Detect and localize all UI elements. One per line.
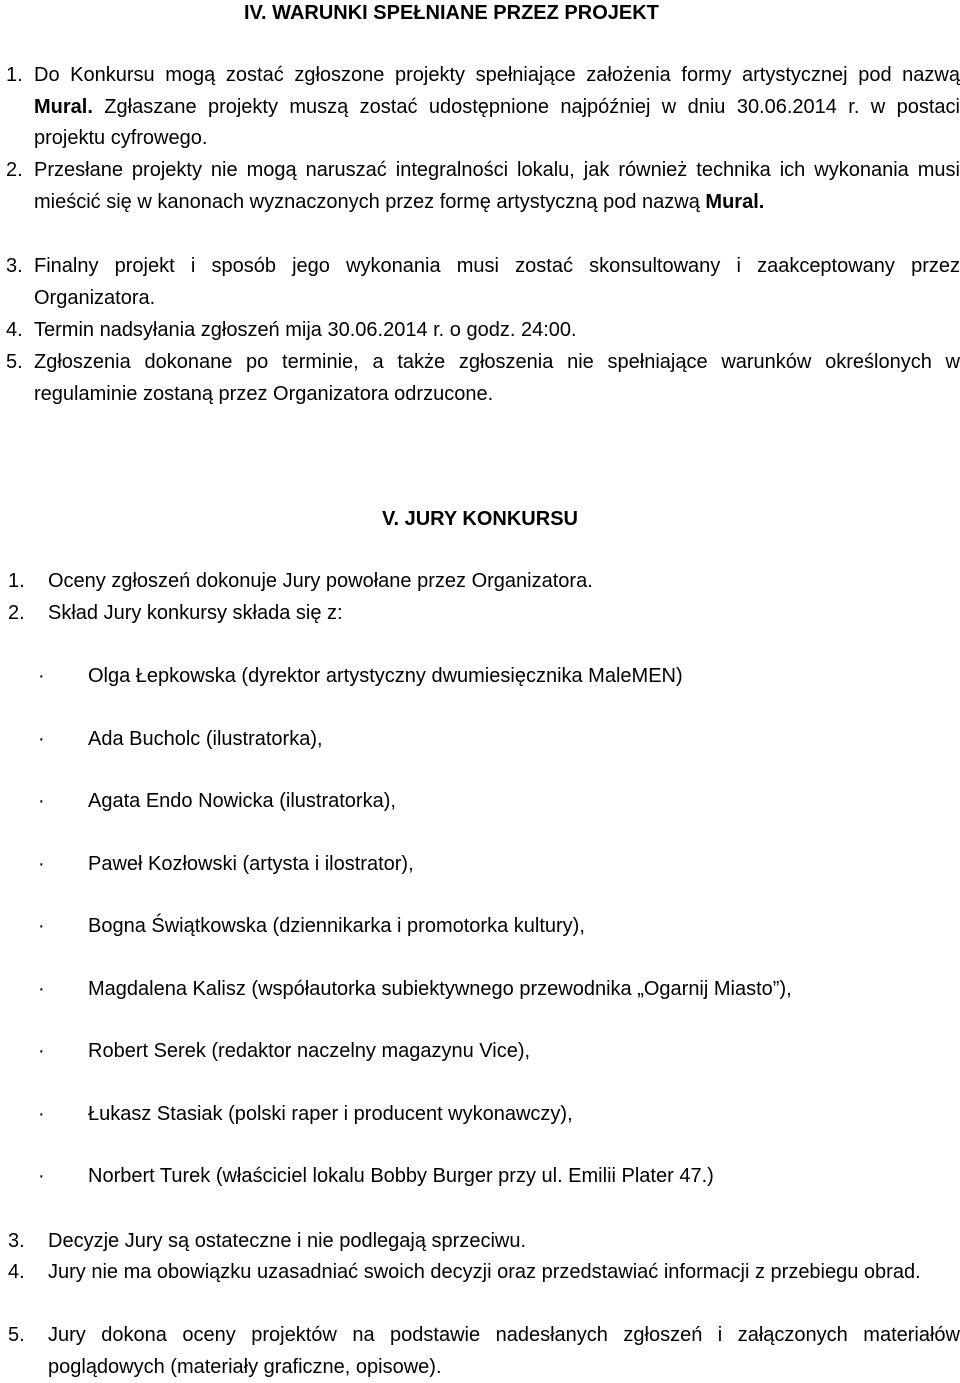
jury-member-text: Ada Bucholc (ilustratorka),	[88, 728, 323, 750]
s4-item-4-text: Termin nadsyłania zgłoszeń mija 30.06.2014 r. o godz. 24:00.	[34, 319, 577, 341]
s4-item-2-bold: Mural.	[705, 190, 765, 213]
s4-item-3-text: Finalny projekt i sposób jego wykonania musi zostać skonsultowany i zaakceptowany przez Organizatora.	[34, 255, 960, 309]
s5-item-2	[0, 598, 960, 630]
s4-item-2-text	[34, 155, 960, 218]
s4-item-1-bold: Mural.	[34, 95, 93, 118]
s4-item-1-number: 1.	[6, 64, 23, 86]
jury-member-text: Bogna Świątkowska (dziennikarka i promotorka kultury),	[88, 915, 585, 937]
s5-item-2-text: Skład Jury konkursy składa się z:	[48, 602, 343, 624]
s4-item-1	[0, 60, 960, 155]
s5-item-4-number: 4.	[8, 1261, 25, 1283]
jury-member-text: Robert Serek (redaktor naczelny magazynu Vice),	[88, 1040, 531, 1062]
s4-item-1-text-a: Do Konkursu mogą zostać zgłoszone projekty spełniające założenia formy artystycznej pod nazwą	[34, 64, 960, 86]
s4-item-4-number: 4.	[6, 319, 23, 341]
s4-item-2-text-a: Przesłane projekty nie mogą naruszać integralności lokalu, jak również technika ich wykonania musi mieścić się w kanonach wyznaczonych przez formę artystyczną pod nazwą	[34, 159, 960, 213]
jury-member-text: Agata Endo Nowicka (ilustratorka),	[88, 790, 396, 812]
s4-item-3	[0, 251, 960, 314]
jury-member-text: Magdalena Kalisz (współautorka subiektywnego przewodnika „Ogarnij Miasto”),	[88, 978, 792, 1000]
bullet-dot: ·	[38, 665, 45, 687]
s5-item-5-number: 5.	[8, 1324, 25, 1346]
s5-item-2-number: 2.	[8, 602, 25, 624]
s4-item-5-number: 5.	[6, 351, 23, 373]
section-4-title: IV. WARUNKI SPEŁNIANE PRZEZ PROJEKT	[244, 2, 659, 24]
s4-item-5-text: Zgłoszenia dokonane po terminie, a także zgłoszenia nie spełniające warunków określonych w regulaminie zostaną przez Organizatora odrzucone.	[34, 351, 960, 405]
s4-item-1-text	[34, 60, 960, 155]
jury-member-text: Olga Łepkowska (dyrektor artystyczny dwumiesięcznika MaleMEN)	[88, 665, 683, 687]
s5-item-3-number: 3.	[8, 1230, 25, 1252]
jury-member-text: Paweł Kozłowski (artysta i ilostrator),	[88, 853, 414, 875]
bullet-dot: ·	[38, 728, 45, 750]
s5-item-1-text: Oceny zgłoszeń dokonuje Jury powołane przez Organizatora.	[48, 570, 593, 592]
bullet-dot: ·	[38, 978, 45, 1000]
bullet-dot: ·	[38, 853, 45, 875]
s4-item-1-text-b: Zgłaszane projekty muszą zostać udostępnione najpóźniej w dniu 30.06.2014 r. w postaci projektu cyfrowego.	[34, 95, 960, 149]
bullet-dot: ·	[38, 1165, 45, 1187]
jury-member-text: Łukasz Stasiak (polski raper i producent wykonawczy),	[88, 1103, 573, 1125]
bullet-dot: ·	[38, 1040, 45, 1062]
s5-item-5-text: Jury dokona oceny projektów na podstawie nadesłanych zgłoszeń i załączonych materiałów poglądowych (materiały graficzne, opisowe).	[48, 1324, 960, 1378]
s5-item-1	[0, 566, 960, 598]
s5-item-4	[0, 1257, 960, 1289]
s5-item-3	[0, 1226, 960, 1258]
s4-item-2-number: 2.	[6, 159, 23, 181]
s5-item-4-text: Jury nie ma obowiązku uzasadniać swoich decyzji oraz przedstawiać informacji z przebiegu obrad.	[48, 1261, 921, 1283]
jury-member-text: Norbert Turek (właściciel lokalu Bobby Burger przy ul. Emilii Plater 47.)	[88, 1165, 714, 1187]
bullet-dot: ·	[38, 1103, 45, 1125]
s4-item-5	[0, 347, 960, 410]
section-5-title: V. JURY KONKURSU	[382, 508, 578, 530]
s5-item-3-text: Decyzje Jury są ostateczne i nie podlegają sprzeciwu.	[48, 1230, 527, 1252]
s5-item-1-number: 1.	[8, 570, 25, 592]
s4-item-2	[0, 155, 960, 218]
bullet-dot: ·	[38, 915, 45, 937]
s5-item-5	[0, 1320, 960, 1383]
bullet-dot: ·	[38, 790, 45, 812]
s4-item-3-number: 3.	[6, 255, 23, 277]
s4-item-4	[0, 315, 960, 347]
